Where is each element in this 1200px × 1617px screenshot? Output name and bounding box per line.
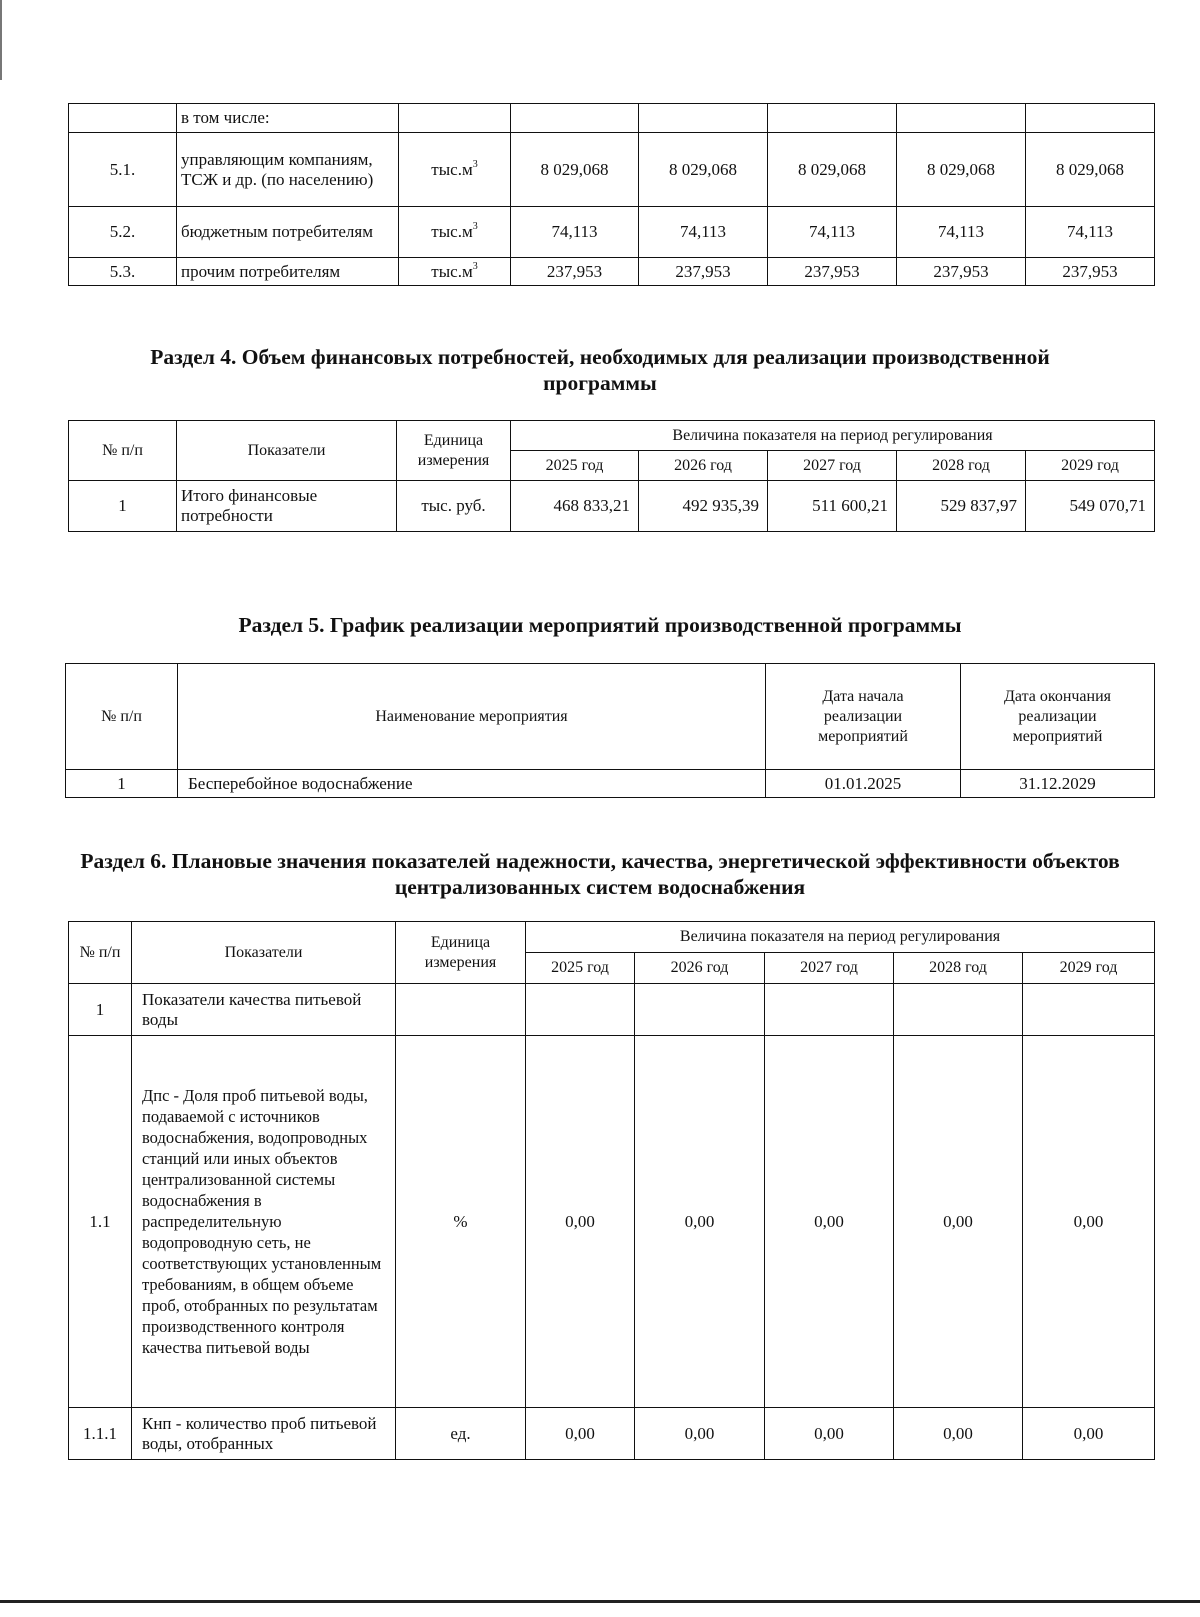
value-cell <box>765 984 894 1036</box>
value-cell: 237,953 <box>768 258 897 286</box>
header-year: 2026 год <box>639 451 768 481</box>
value-cell: 237,953 <box>511 258 639 286</box>
section6-title: Раздел 6. Плановые значения показателей надежности, качества, энергетической эффективности объектов централизованных систем водоснабжения <box>80 849 1120 899</box>
value-cell: 8 029,068 <box>511 133 639 207</box>
value-cell: 74,113 <box>897 207 1026 258</box>
row-num: 5.3. <box>69 258 177 286</box>
row-end-date: 31.12.2029 <box>961 770 1155 798</box>
unit-text: тыс.м <box>431 159 473 179</box>
value-cell: 511 600,21 <box>768 481 897 532</box>
value-cell: 0,00 <box>526 1036 635 1408</box>
value-cell: 492 935,39 <box>639 481 768 532</box>
header-year: 2025 год <box>526 953 635 984</box>
section4-table <box>68 420 1155 532</box>
unit-superscript: 3 <box>472 260 478 272</box>
header-year: 2028 год <box>897 451 1026 481</box>
unit-superscript: 3 <box>472 158 478 170</box>
row-unit: % <box>396 1036 526 1408</box>
value-cell: 74,113 <box>511 207 639 258</box>
table-row <box>69 104 1155 133</box>
value-cell <box>894 984 1023 1036</box>
value-cell <box>639 104 768 133</box>
value-cell: 529 837,97 <box>897 481 1026 532</box>
value-cell: 8 029,068 <box>639 133 768 207</box>
header-start-date: Дата начала реализации мероприятий <box>766 664 961 770</box>
value-cell: 8 029,068 <box>1026 133 1155 207</box>
row-num: 1 <box>69 481 177 532</box>
header-year: 2029 год <box>1023 953 1155 984</box>
table-row <box>66 770 1155 798</box>
row-name: Показатели качества питьевой воды <box>132 984 396 1036</box>
value-cell: 468 833,21 <box>511 481 639 532</box>
row-unit <box>399 104 511 133</box>
section5-title: Раздел 5. График реализации мероприятий производственной программы <box>238 613 962 637</box>
table-row <box>69 1036 1155 1408</box>
row-unit <box>399 133 511 207</box>
header-period: Величина показателя на период регулирования <box>526 922 1155 953</box>
header-year: 2029 год <box>1026 451 1155 481</box>
table-header-row <box>69 421 1155 451</box>
value-cell: 0,00 <box>1023 1036 1155 1408</box>
value-cell: 0,00 <box>894 1036 1023 1408</box>
header-year: 2025 год <box>511 451 639 481</box>
row-name: Бесперебойное водоснабжение <box>178 770 766 798</box>
value-cell: 8 029,068 <box>897 133 1026 207</box>
row-unit <box>399 258 511 286</box>
header-unit: Единица измерения <box>397 421 511 481</box>
scan-edge-left <box>0 0 2 80</box>
header-year: 2028 год <box>894 953 1023 984</box>
header-num: № п/п <box>69 922 132 984</box>
header-unit: Единица измерения <box>396 922 526 984</box>
row-name: Дпс - Доля проб питьевой воды, подаваемой с источников водоснабжения, водопроводных станций или иных объектов централизованной системы водоснабжения в распределительную водопроводную сеть, не соответствующих установленным требованиям, в общем объеме проб, отобранных по результатам производственного контроля качества питьевой воды <box>132 1036 396 1408</box>
row-name: Кнп - количество проб питьевой воды, отобранных <box>132 1408 396 1460</box>
header-year: 2027 год <box>768 451 897 481</box>
value-cell: 74,113 <box>639 207 768 258</box>
value-cell <box>635 984 765 1036</box>
value-cell <box>1023 984 1155 1036</box>
header-year: 2026 год <box>635 953 765 984</box>
value-cell: 0,00 <box>635 1036 765 1408</box>
value-cell: 8 029,068 <box>768 133 897 207</box>
header-end-date: Дата окончания реализации мероприятий <box>961 664 1155 770</box>
value-cell: 237,953 <box>1026 258 1155 286</box>
unit-text: тыс.м <box>431 261 473 281</box>
section5-table <box>65 663 1155 798</box>
scan-edge-bottom <box>0 1600 1200 1603</box>
value-cell <box>1026 104 1155 133</box>
row-num: 5.2. <box>69 207 177 258</box>
row-unit <box>396 984 526 1036</box>
table-row <box>69 1408 1155 1460</box>
value-cell: 0,00 <box>894 1408 1023 1460</box>
section4-title: Раздел 4. Объем финансовых потребностей, необходимых для реализации производственной программы <box>150 345 1050 395</box>
table-row <box>69 207 1155 258</box>
row-num: 1 <box>66 770 178 798</box>
row-name: бюджетным потребителям <box>177 207 399 258</box>
value-cell: 237,953 <box>897 258 1026 286</box>
section6-table <box>68 921 1155 1460</box>
row-name: в том числе: <box>177 104 399 133</box>
consumers-table <box>68 103 1155 286</box>
row-unit: ед. <box>396 1408 526 1460</box>
header-num: № п/п <box>66 664 178 770</box>
table-header-row <box>69 922 1155 953</box>
row-num: 1 <box>69 984 132 1036</box>
row-name: прочим потребителям <box>177 258 399 286</box>
value-cell: 237,953 <box>639 258 768 286</box>
table-row <box>69 258 1155 286</box>
row-name: управляющим компаниям, ТСЖ и др. (по населению) <box>177 133 399 207</box>
value-cell <box>897 104 1026 133</box>
value-cell: 0,00 <box>765 1408 894 1460</box>
header-name: Наименование мероприятия <box>178 664 766 770</box>
row-unit <box>399 207 511 258</box>
row-num: 1.1 <box>69 1036 132 1408</box>
row-num <box>69 104 177 133</box>
value-cell: 0,00 <box>635 1408 765 1460</box>
value-cell <box>511 104 639 133</box>
table-row <box>69 481 1155 532</box>
header-num: № п/п <box>69 421 177 481</box>
unit-text: тыс.м <box>431 222 473 241</box>
unit-superscript: 3 <box>472 221 478 232</box>
row-name: Итого финансовые потребности <box>177 481 397 532</box>
value-cell: 74,113 <box>1026 207 1155 258</box>
table-row <box>69 133 1155 207</box>
table-row <box>69 984 1155 1036</box>
value-cell: 0,00 <box>765 1036 894 1408</box>
header-period: Величина показателя на период регулирования <box>511 421 1155 451</box>
row-num: 5.1. <box>69 133 177 207</box>
row-start-date: 01.01.2025 <box>766 770 961 798</box>
header-indicators: Показатели <box>132 922 396 984</box>
table-header-row <box>66 664 1155 770</box>
value-cell <box>526 984 635 1036</box>
row-unit: тыс. руб. <box>397 481 511 532</box>
value-cell: 74,113 <box>768 207 897 258</box>
header-indicators: Показатели <box>177 421 397 481</box>
value-cell: 0,00 <box>526 1408 635 1460</box>
value-cell: 0,00 <box>1023 1408 1155 1460</box>
header-year: 2027 год <box>765 953 894 984</box>
row-num: 1.1.1 <box>69 1408 132 1460</box>
value-cell <box>768 104 897 133</box>
value-cell: 549 070,71 <box>1026 481 1155 532</box>
